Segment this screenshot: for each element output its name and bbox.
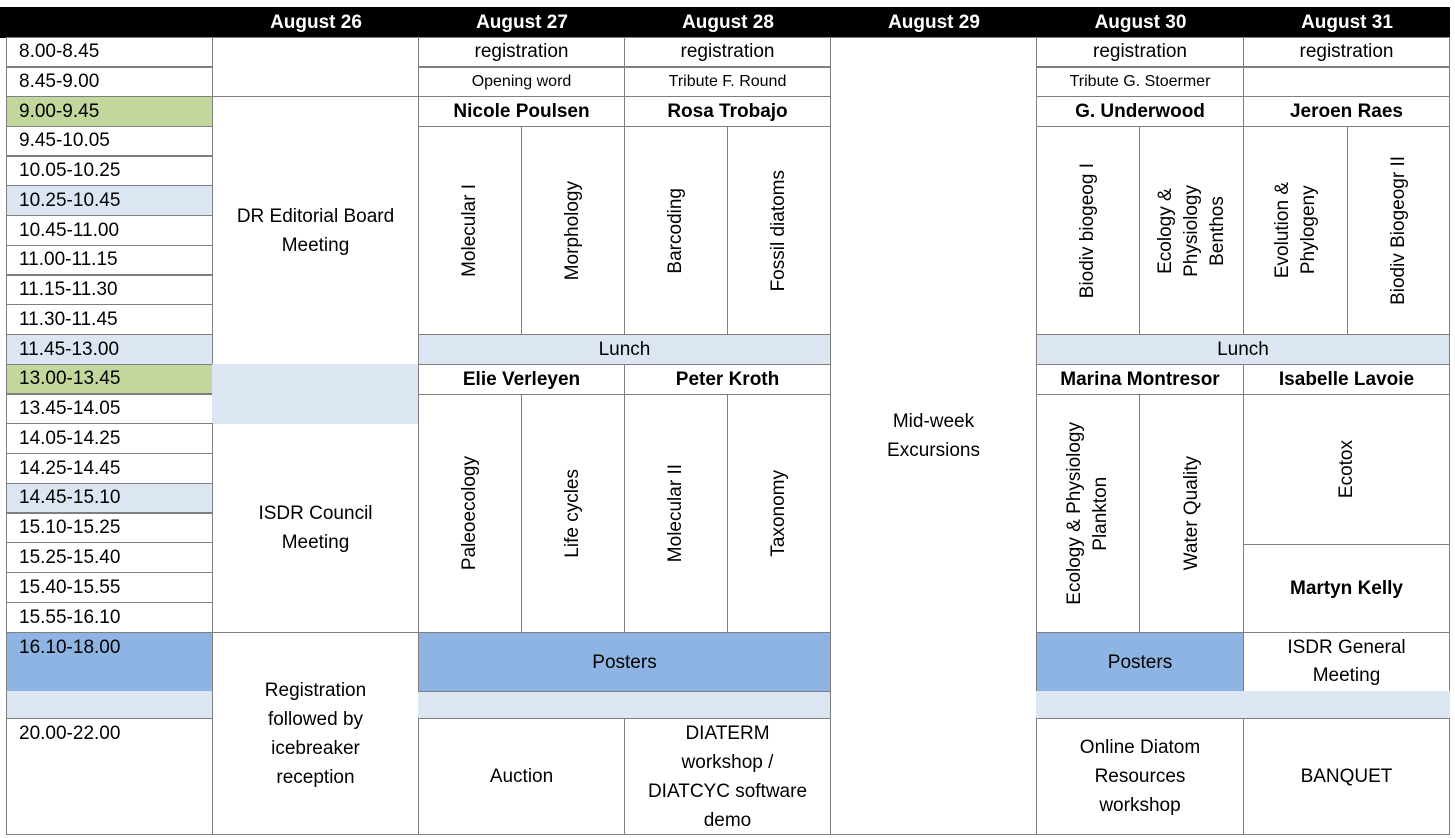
aug28-session-4-label: Taxonomy (768, 470, 789, 557)
aug26-registration-icebreaker (212, 632, 419, 835)
time-slot: 14.05-14.25 (6, 423, 213, 454)
aug30-session-1-label: Biodiv biogeog I (1077, 162, 1098, 299)
aug30-session-plankton (1036, 394, 1140, 633)
aug30-session-4-label: Water Quality (1180, 456, 1202, 571)
aug26-dr-board-meeting (212, 96, 419, 365)
aug30-31-lunch: Lunch (1036, 334, 1450, 365)
aug28-session-2-label: Fossil diatoms (768, 169, 789, 292)
aug31-banquet: BANQUET (1243, 718, 1450, 835)
aug26-isdr-council-label: ISDR Council Meeting (258, 502, 373, 553)
time-slot: 20.00-22.00 (6, 718, 213, 835)
aug27-session-4-label: Life cycles (562, 469, 583, 558)
aug28-session-1-label: Barcoding (665, 187, 686, 274)
aug30-workshop-label: Online Diatom Resources workshop (1079, 737, 1201, 816)
aug26-registration-label: Registration followed by icebreaker reception (264, 679, 367, 788)
aug27-opening-word: Opening word (418, 67, 625, 97)
time-slot: 9.00-9.45 (6, 96, 213, 127)
aug26-morning-blank (212, 37, 419, 97)
aug27-speaker-am: Nicole Poulsen (418, 96, 625, 127)
aug27-28-posters: Posters (418, 632, 831, 692)
aug28-diaterm-workshop (624, 718, 831, 835)
aug31-speaker-am: Jeroen Raes (1243, 96, 1450, 127)
aug27-session-molecular-1 (418, 126, 522, 335)
aug28-speaker-pm: Peter Kroth (624, 364, 831, 395)
aug31-session-1-label: Evolution & Phylogeny (1271, 182, 1319, 279)
aug28-evening-gap (624, 691, 831, 719)
aug26-isdr-council (212, 423, 419, 633)
aug31-session-evolution (1243, 126, 1348, 335)
aug27-session-1-label: Molecular I (459, 184, 480, 277)
aug31-speaker-pm: Isabelle Lavoie (1243, 364, 1450, 395)
time-slot: 15.55-16.10 (6, 602, 213, 633)
aug28-session-barcoding (624, 126, 728, 335)
aug31-session-ecotox (1243, 394, 1450, 545)
aug30-session-biodiv-1 (1036, 126, 1140, 335)
time-slot: 8.00-8.45 (6, 37, 213, 67)
aug30-tribute-stoermer: Tribute G. Stoermer (1036, 67, 1244, 97)
aug28-workshop-label: DIATERM workshop / DIATCYC software demo (647, 722, 808, 831)
aug28-session-molecular-2 (624, 394, 728, 633)
aug26-break (212, 364, 419, 424)
time-slot: 15.10-15.25 (6, 513, 213, 543)
aug28-session-taxonomy (727, 394, 831, 633)
time-slot: 8.45-9.00 (6, 67, 213, 97)
aug26-dr-board-label: DR Editorial Board Meeting (236, 205, 395, 256)
header-day-aug27: August 27 (419, 7, 625, 38)
time-slot: 16.10-18.00 (6, 632, 213, 692)
aug30-session-3-label: Ecology & Physiology Plankton (1064, 422, 1111, 605)
header-day-aug31: August 31 (1244, 7, 1450, 38)
aug27-evening-gap (418, 691, 625, 719)
time-slot: 9.45-10.05 (6, 126, 213, 156)
time-slot: 10.45-11.00 (6, 215, 213, 246)
time-slot: 10.05-10.25 (6, 156, 213, 186)
evening-gap (6, 691, 213, 719)
aug31-session-2-label: Biodiv Biogeogr II (1387, 156, 1409, 305)
aug31-general-meeting-label: ISDR General Meeting (1287, 637, 1406, 686)
time-slot: 14.45-15.10 (6, 483, 213, 513)
aug31-blank (1243, 67, 1450, 97)
aug28-session-3-label: Molecular II (665, 464, 686, 563)
time-slot: 11.15-11.30 (6, 275, 213, 305)
aug28-speaker-am: Rosa Trobajo (624, 96, 831, 127)
aug27-session-2-label: Morphology (562, 180, 583, 281)
aug28-tribute-round: Tribute F. Round (624, 67, 831, 97)
aug30-online-resources-workshop (1036, 718, 1244, 835)
aug31-registration: registration (1243, 37, 1450, 67)
aug27-auction: Auction (418, 718, 625, 835)
aug27-session-paleoecology (418, 394, 522, 633)
header-corner (0, 7, 213, 38)
aug30-speaker-am: G. Underwood (1036, 96, 1244, 127)
aug27-session-morphology (521, 126, 625, 335)
aug31-session-biodiv-2 (1347, 126, 1450, 335)
aug27-session-3-label: Paleoecology (459, 456, 480, 571)
time-slot: 10.25-10.45 (6, 185, 213, 216)
aug31-general-meeting (1243, 632, 1450, 692)
aug30-evening-gap (1036, 691, 1244, 719)
aug29-excursions (830, 37, 1037, 835)
aug30-posters: Posters (1036, 632, 1244, 692)
aug30-session-water-quality (1139, 394, 1244, 633)
time-slot: 13.00-13.45 (6, 364, 213, 394)
time-slot: 15.40-15.55 (6, 572, 213, 603)
aug27-28-lunch: Lunch (418, 334, 831, 365)
aug31-session-3-label: Ecotox (1335, 440, 1357, 499)
aug30-session-benthos (1139, 126, 1244, 335)
aug30-speaker-pm: Marina Montresor (1036, 364, 1244, 395)
time-slot: 13.45-14.05 (6, 394, 213, 424)
aug27-speaker-pm: Elie Verleyen (418, 364, 625, 395)
aug30-session-2-label: Ecology & Physiology Benthos (1154, 184, 1228, 277)
header-day-aug28: August 28 (625, 7, 831, 38)
aug31-evening-gap (1243, 691, 1450, 719)
time-slot: 11.00-11.15 (6, 245, 213, 275)
time-slot: 14.25-14.45 (6, 453, 213, 484)
aug31-speaker-late: Martyn Kelly (1243, 544, 1450, 633)
aug28-session-fossil-diatoms (727, 126, 831, 335)
header-day-aug30: August 30 (1037, 7, 1244, 38)
time-slot: 11.45-13.00 (6, 334, 213, 365)
header-day-aug26: August 26 (213, 7, 419, 38)
header-day-aug29: August 29 (831, 7, 1037, 38)
aug30-registration: registration (1036, 37, 1244, 67)
aug28-registration: registration (624, 37, 831, 67)
aug27-session-life-cycles (521, 394, 625, 633)
time-slot: 11.30-11.45 (6, 304, 213, 335)
aug29-excursions-label: Mid-week Excursions (887, 411, 980, 461)
aug27-registration: registration (418, 37, 625, 67)
time-slot: 15.25-15.40 (6, 542, 213, 573)
